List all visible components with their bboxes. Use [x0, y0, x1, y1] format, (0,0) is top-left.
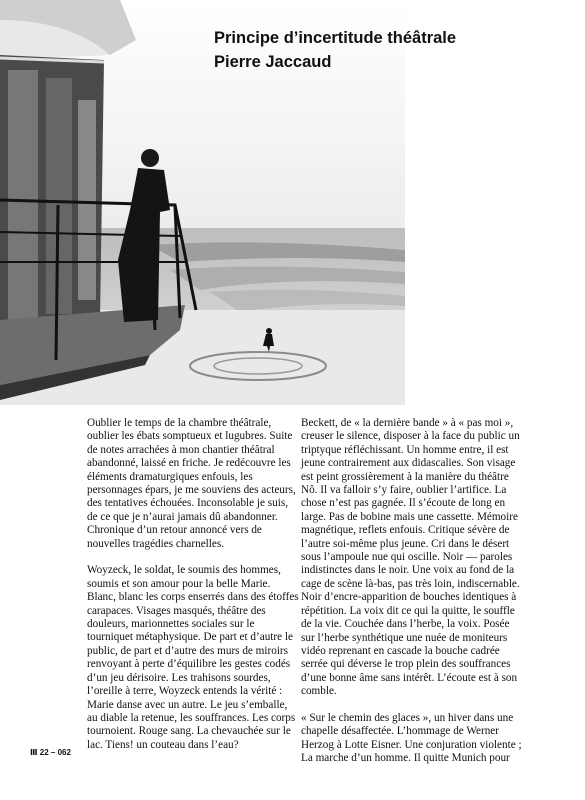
article-author: Pierre Jaccaud — [214, 53, 332, 71]
paragraph: Oublier le temps de la chambre théâtrale, oublier les ébats somptueux et lugubres. Suite de notes arrachées à mon chantier théâtral abandonné, laissé en friche. Je redécouvre les éléments dramaturgiques enfouis, les personnages épars, je me souviens des acteurs, des tentatives échouées. Inconsolable je suis, de ce que je n’aurai jamais dû abandonner. Chronique d’un retour annoncé vers de nouvelles tragédies charnelles. — [87, 417, 296, 550]
article-title: Principe d’incertitude théâtrale — [214, 29, 457, 47]
title-block — [214, 28, 574, 72]
paragraph: Beckett, de « la dernière bande » à « pas moi », creuser le silence, disposer à la face du public un triptyque réfléchissant. Un homme entre, il est jeune contrairement aux didascalies. Son visage est peint grossièrement à la manière du théâtre Nô. Il va falloir s’y faire, oublier l’artifice. La chose n’est pas gagnée. Il s’écoute de long en large. Pas de bobine mais une cassette. Mémoire magnétique, reflets enfouis. Critique sévère de l’autre soi-même plus jeune. Cri dans le désert sous l’ampoule nue qui oscille. Noir — paroles indistinctes dans le noir. Une voix au fond de la cage de scène là-bas, pas très loin, indiscernable. Noir d’encre-apparition de bouches identiques à répétition. La voix dit ce qui la quitte, le souffle de la vie. Couchée dans l’herbe, la voix. Posée sur l’herbe synthétique une nuée de moniteurs vidéo reprenant en cascade la bouche cadrée serrée qui déverse le trop plein des souffrances d’une bonne âme sans intérêt. L’écoute est à son comble. — [301, 417, 520, 698]
page-number: Ⅲ 22 – 062 — [30, 748, 71, 757]
paragraph: Woyzeck, le soldat, le soumis des hommes, soumis et son amour pour la belle Marie. Blanc, blanc les corps enserrés dans des étoffes carapaces. Visages masqués, théâtre des douleurs, marionnettes sociales sur le tourniquet métaphysique. De part et d’autre le public, de part et d’autre des murs de miroirs renvoyant à perte d’équilibre les gestes codés d’un jeu dérisoire. Les trahisons sourdes, l’oreille à terre, Woyzeck entends la vérité : Marie danse avec un autre. Le jeu s’emballe, au diable la retenue, les souffrances. Les corps tournoient. Rouge sang. La chevauchée sur le lac. Tiens! un couteau dans l’eau? — [87, 564, 299, 751]
paragraph: « Sur le chemin des glaces », un hiver dans une chapelle désaffectée. L’hommage de Werner Herzog à Lotte Eisner. Une conjuration violente ; La marche d’un homme. Il quitte Munich pour — [301, 711, 522, 765]
article-column-right — [301, 417, 525, 779]
article-column-left — [87, 417, 299, 766]
